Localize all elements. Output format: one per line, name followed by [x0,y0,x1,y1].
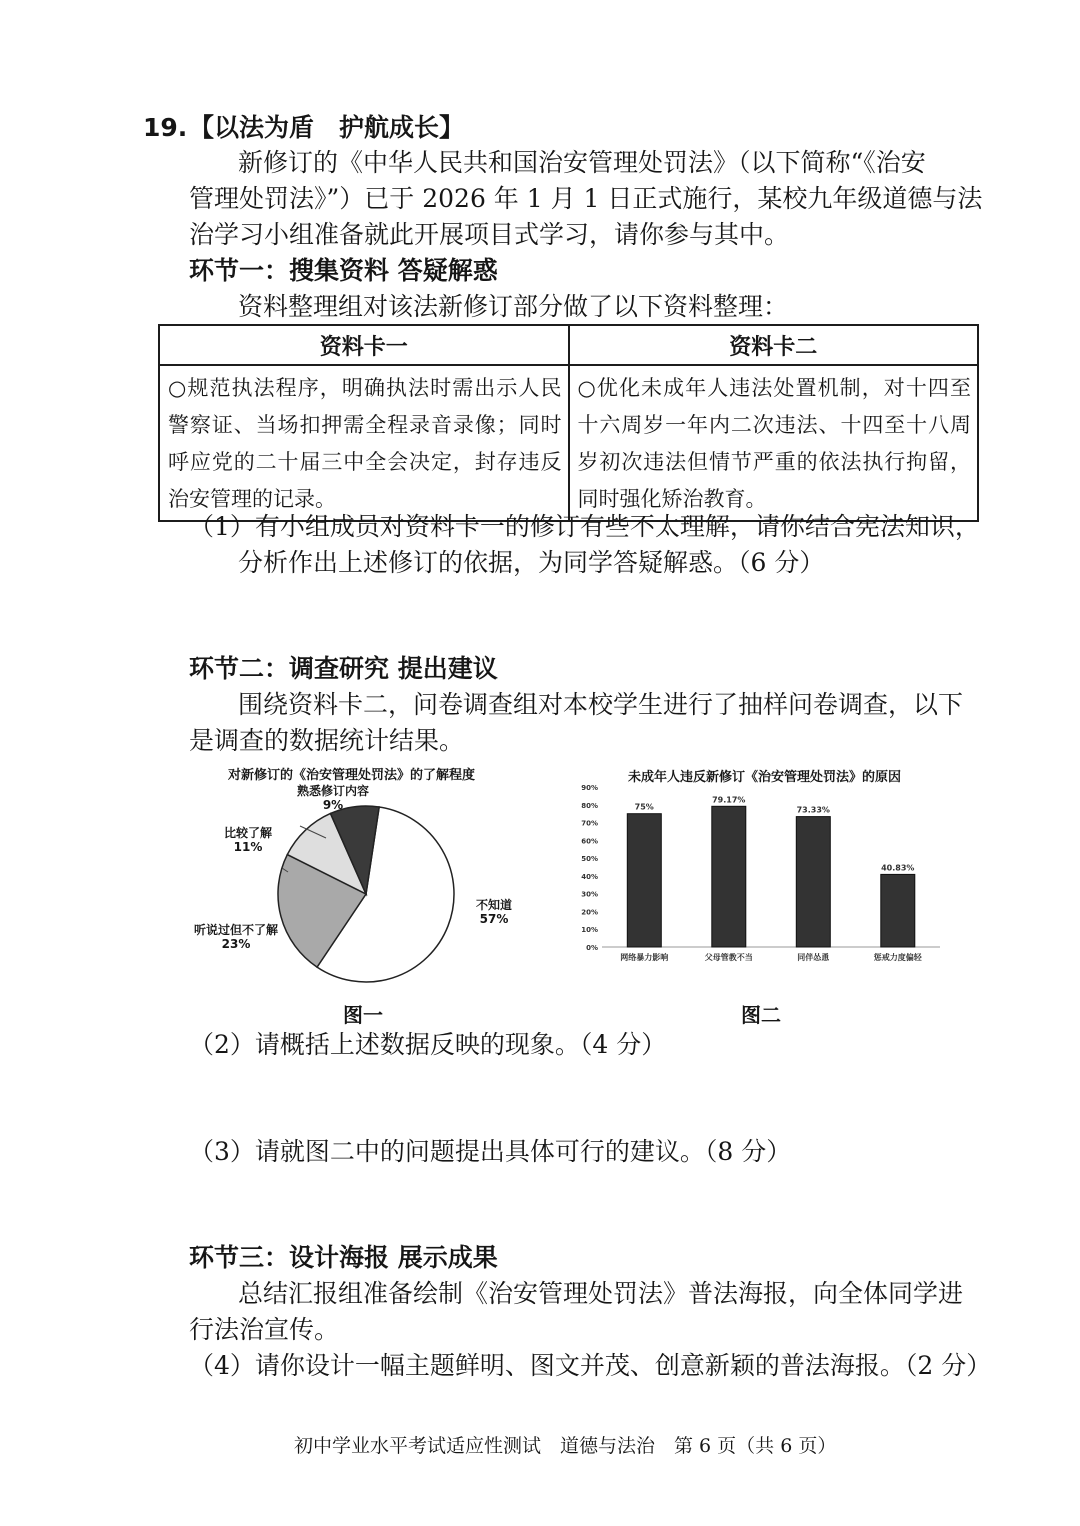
card2-header: 资料卡二 [569,325,979,365]
bar-2 [796,817,830,947]
card1-text: ○规范执法程序，明确执法时需出示人民警察证、当场扣押需全程录音录像；同时呼应党的二十届三中全会决定，封存违反治安管理的记录。 [159,365,569,521]
page-footer: 初中学业水平考试适应性测试 道德与法治 第 6 页（共 6 页） [294,1435,837,1457]
section2-title: 环节二：调查研究 提出建议 [189,654,498,683]
q1-line: 分析作出上述修订的依据，为同学答疑解惑。（6 分） [238,548,825,577]
question-title: 【以法为盾 护航成长】 [189,113,465,142]
section3-title: 环节三：设计海报 展示成果 [189,1243,498,1272]
bar-value-label: 40.83% [881,863,915,873]
question-number: 19. [143,113,188,142]
bar-value-label: 79.17% [712,795,746,805]
bar-3 [881,874,915,947]
bar-chart-title: 未成年人违反新修订《治安管理处罚法》的原因 [628,770,902,785]
q4: （4）请你设计一幅主题鲜明、图文并茂、创意新颖的普法海报。（2 分） [189,1351,992,1380]
card1-header: 资料卡一 [159,325,569,365]
fig1-label: 图一 [343,1003,383,1027]
bar-ytick-label: 0% [586,944,598,952]
bar-ytick-label: 60% [581,837,598,846]
intro-line: 管理处罚法》”）已于 2026 年 1 月 1 日正式施行，某校九年级道德与法 [189,184,983,213]
bar-ytick-label: 90% [581,784,598,792]
section3-intro: 总结汇报组准备绘制《治安管理处罚法》普法海报，向全体同学进 [238,1279,964,1308]
section2-intro: 是调查的数据统计结果。 [189,726,465,755]
bar-ytick-label: 30% [581,890,598,899]
bar-ytick-label: 20% [581,908,598,917]
pie-label-familiar: 熟悉修订内容 9% [297,784,370,812]
section2-intro: 围绕资料卡二，问卷调查组对本校学生进行了抽样问卷调查，以下 [238,690,964,719]
bar-ytick-label: 50% [581,855,598,864]
pie-chart-title: 对新修订的《治安管理处罚法》的了解程度 [228,768,476,783]
pie-label-heard: 听说过但不了解 23% [194,923,279,951]
bar-1 [712,806,746,947]
intro-line: 治学习小组准备就此开展项目式学习，请你参与其中。 [189,220,790,249]
bar-ytick-label: 70% [581,819,598,828]
bar-ytick-label: 10% [581,926,598,935]
section1-title: 环节一：搜集资料 答疑解惑 [189,256,498,285]
pie-label-not-know: 不知道 57% [476,898,513,926]
section1-intro: 资料整理组对该法新修订部分做了以下资料整理： [238,292,789,321]
pie-label-somewhat: 比较了解 11% [224,826,273,854]
q2: （2）请概括上述数据反映的现象。（4 分） [189,1030,667,1059]
bar-ytick-label: 40% [581,872,598,881]
bar-category-label: 父母管教不当 [704,953,753,962]
fig2-label: 图二 [741,1003,781,1027]
bar-category-label: 同伴怂恿 [797,953,830,962]
bar-ytick-label: 80% [581,801,598,810]
q3: （3）请就图二中的问题提出具体可行的建议。（8 分） [189,1137,792,1166]
card2-text: ○优化未成年人违法处置机制，对十四至十六周岁一年内二次违法、十四至十八周岁初次违法但情节严重的依法执行拘留，同时强化矫治教育。 [569,365,979,521]
intro-line: 新修订的《中华人民共和国治安管理处罚法》（以下简称“《治安 [238,148,926,177]
section3-intro: 行法治宣传。 [189,1315,340,1344]
bar-0 [627,814,661,947]
bar-category-label: 网络暴力影响 [620,953,669,962]
q1-line: （1）有小组成员对资料卡一的修订有些不太理解，请你结合宪法知识， [189,512,980,541]
bar-value-label: 73.33% [796,805,830,815]
bar-category-label: 惩戒力度偏轻 [873,953,922,962]
bar-value-label: 75% [634,802,654,812]
